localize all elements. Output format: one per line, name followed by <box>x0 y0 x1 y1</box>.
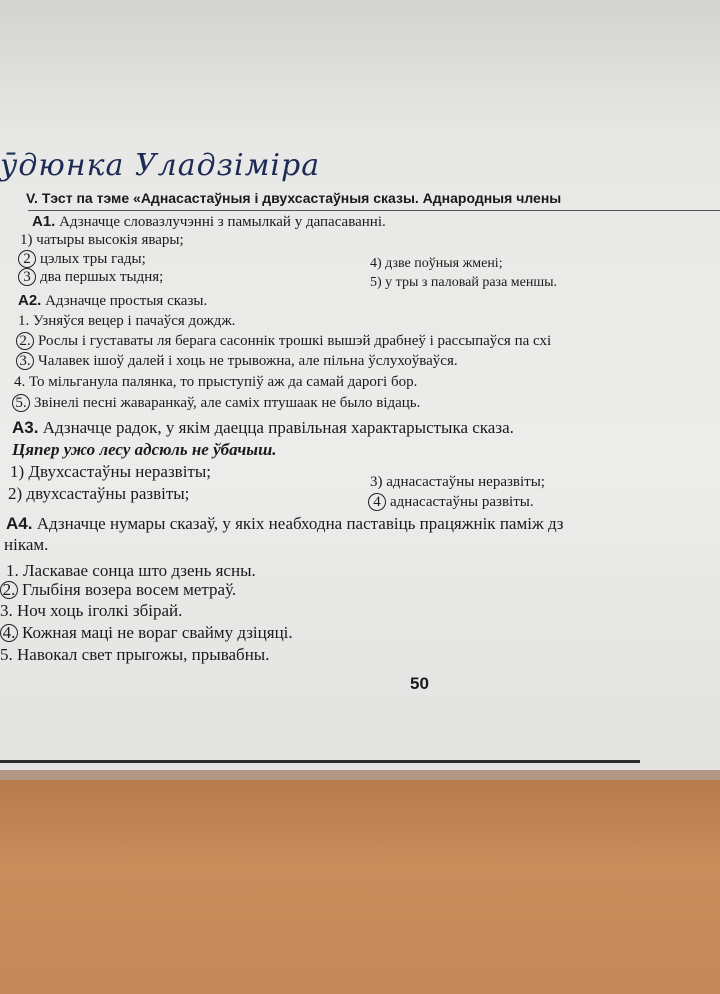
option-text: Звінелі песні жаваранкаў, але саміх птушаак не было відаць. <box>34 395 421 411</box>
page-bottom-rule <box>0 760 640 763</box>
a4-option-4 <box>0 623 293 643</box>
option-number: 3) <box>370 474 383 490</box>
option-text: у тры з паловай раза меншы. <box>385 275 558 290</box>
option-text: цэлых тры гады; <box>40 251 146 267</box>
question-a4-number: А4. <box>6 514 33 533</box>
a3-option-3 <box>370 473 545 491</box>
circled-option-number: 2. <box>0 581 18 599</box>
a4-option-2 <box>0 580 236 600</box>
question-a2-text: Адзначце простыя сказы. <box>45 293 208 309</box>
a3-option-1 <box>10 462 211 482</box>
option-number: 1) <box>10 462 25 481</box>
section-header: V. Тэст па тэме «Аднасастаўныя і двухсастаўныя сказы. Аднародныя члены <box>26 190 562 206</box>
a2-option-3 <box>16 352 458 370</box>
question-a3-text: Адзначце радок, у якім даецца правільная характарыстыка сказа. <box>42 418 514 437</box>
option-number: 2) <box>8 484 23 503</box>
a1-option-1 <box>20 231 184 249</box>
option-text: дзве поўныя жмені; <box>385 256 503 271</box>
a1-option-4 <box>370 255 503 273</box>
circled-option-number: 2 <box>18 250 36 268</box>
option-text: Рослы і густаваты ля берага сасоннік трошкі вышэй драбнеў і рассыпаўся па схі <box>38 333 552 349</box>
page-number: 50 <box>410 674 429 693</box>
option-text: Глыбіня возера восем метраў. <box>22 580 237 599</box>
question-a2 <box>18 292 207 310</box>
question-a1-text: Адзначце словазлучэнні з памылкай у дапасаванні. <box>59 214 386 230</box>
a2-option-4 <box>14 373 417 391</box>
option-number: 5) <box>370 275 382 290</box>
option-text: Узняўся вецер і пачаўся дождж. <box>33 313 236 329</box>
option-text: аднасастаўны развіты. <box>390 494 534 510</box>
option-text: чатыры высокія явары; <box>36 232 184 248</box>
wooden-table <box>0 780 720 994</box>
option-number: 4) <box>370 256 382 271</box>
option-text: два першых тыдня; <box>40 269 164 285</box>
option-number: 1. <box>18 313 30 329</box>
option-text: Чалавек ішоў далей і хоць не трывожна, але пільна ўслухоўваўся. <box>38 353 458 369</box>
circled-option-number: 3. <box>16 352 34 370</box>
option-text: Ласкавае сонца што дзень ясны. <box>23 561 256 580</box>
question-a4-text: Адзначце нумары сказаў, у якіх неабходна паставіць працяжнік паміж дз <box>36 514 564 533</box>
a2-option-5 <box>12 394 420 412</box>
option-text: Двухсастаўны неразвіты; <box>28 462 211 481</box>
option-text: Навокал свет прыгожы, прывабны. <box>17 645 270 664</box>
option-text: Ноч хоць іголкі збірай. <box>17 601 183 620</box>
question-a2-number: А2. <box>18 292 42 309</box>
option-number: 1) <box>20 232 33 248</box>
a1-option-3 <box>18 268 163 286</box>
option-text: Кожная маці не вораг свайму дзіцяці. <box>22 623 293 642</box>
header-divider <box>28 210 720 211</box>
a2-option-2 <box>16 332 551 350</box>
a4-option-5 <box>0 645 269 665</box>
option-number: 3. <box>0 601 13 620</box>
option-number: 4. <box>14 374 26 390</box>
a4-option-3 <box>0 601 182 621</box>
option-text: То мільганула палянка, то прыступіў аж да самай дарогі бор. <box>29 374 418 390</box>
option-number: 5. <box>0 645 13 664</box>
option-text: аднасастаўны неразвіты; <box>386 474 545 490</box>
circled-option-number: 4. <box>0 624 18 642</box>
question-a1 <box>32 213 386 231</box>
a3-example-sentence: Цяпер ужо лесу адсюль не ўбачыш. <box>12 440 277 459</box>
a3-option-4 <box>368 493 534 511</box>
a3-option-2 <box>8 484 189 504</box>
a1-option-5 <box>370 274 557 292</box>
a4-option-1 <box>6 561 256 581</box>
option-text: двухсастаўны развіты; <box>26 484 190 503</box>
question-a1-number: А1. <box>32 213 56 230</box>
handwritten-signature: ӯдюнка Уладзіміра <box>0 148 321 183</box>
circled-option-number: 3 <box>18 268 36 286</box>
option-number: 1. <box>6 561 19 580</box>
question-a4-continuation: нікам. <box>4 535 49 554</box>
question-a3-number: А3. <box>12 418 39 437</box>
a1-option-2 <box>18 250 146 268</box>
question-a4 <box>6 514 564 534</box>
question-a3 <box>12 418 514 438</box>
circled-option-number: 5. <box>12 394 30 412</box>
circled-option-number: 2. <box>16 332 34 350</box>
a2-option-1 <box>18 312 235 330</box>
circled-option-number: 4 <box>368 493 386 511</box>
